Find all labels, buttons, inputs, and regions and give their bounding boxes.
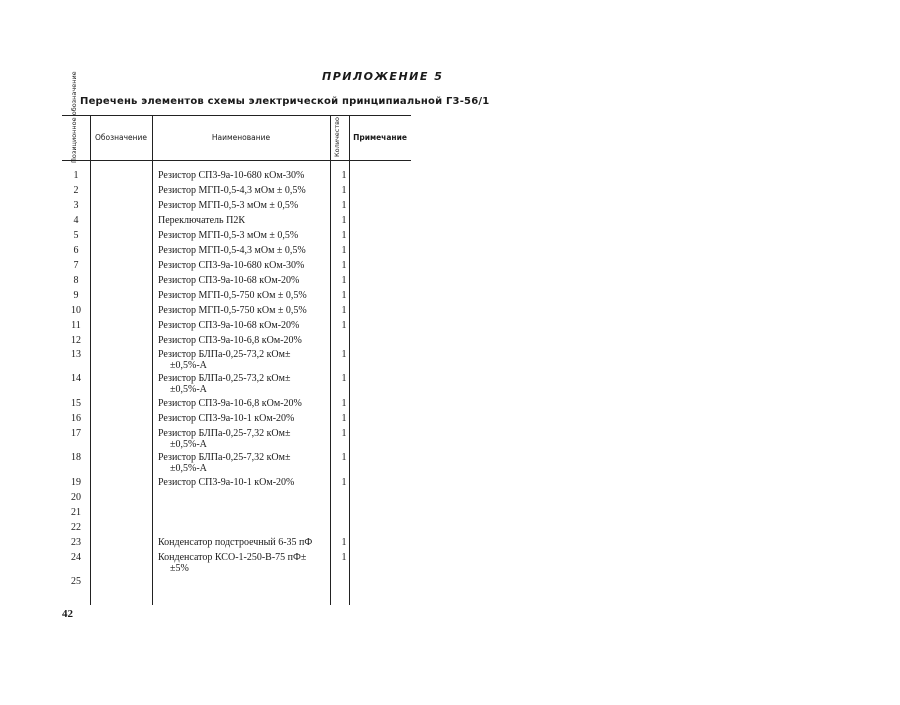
table-row bbox=[62, 576, 411, 591]
row-element-name-line2: ±0,5%-А bbox=[170, 360, 207, 371]
row-quantity: 1 bbox=[341, 477, 347, 488]
header-notes: Примечание bbox=[353, 133, 407, 142]
row-element-name bbox=[158, 305, 338, 316]
row-element-name-line1: Резистор БЛПа-0,25-73,2 кОм± bbox=[158, 373, 291, 384]
header-position: Позиционное обозначение bbox=[70, 71, 78, 163]
table-row bbox=[62, 335, 411, 350]
row-position-number: 17 bbox=[71, 428, 81, 439]
row-position-number: 8 bbox=[73, 275, 79, 286]
row-element-name-line1: Резистор МГП-0,5-3 мОм ± 0,5% bbox=[158, 200, 299, 211]
row-element-name-line1: Резистор СП3-9а-10-68 кОм-20% bbox=[158, 275, 300, 286]
row-quantity: 1 bbox=[341, 349, 347, 360]
table-row bbox=[62, 185, 411, 200]
row-element-name-line2: ±0,5%-А bbox=[170, 384, 207, 395]
table-row bbox=[62, 230, 411, 245]
table-caption: Перечень элементов схемы электрической принципиальной Г3-56/1 bbox=[80, 96, 490, 107]
row-quantity: 1 bbox=[341, 413, 347, 424]
appendix-title: ПРИЛОЖЕНИЕ 5 bbox=[322, 70, 444, 83]
row-element-name bbox=[158, 170, 338, 181]
row-position-number: 1 bbox=[73, 170, 79, 181]
table-row bbox=[62, 537, 411, 552]
table-row bbox=[62, 260, 411, 275]
row-element-name-line1: Резистор СП3-9а-10-68 кОм-20% bbox=[158, 320, 300, 331]
row-element-name-line1: Резистор БЛПа-0,25-7,32 кОм± bbox=[158, 452, 291, 463]
row-position-number: 11 bbox=[71, 320, 81, 331]
row-position-number: 13 bbox=[71, 349, 81, 360]
row-quantity: 1 bbox=[341, 245, 347, 256]
table-row bbox=[62, 452, 411, 474]
row-element-name bbox=[158, 373, 338, 395]
row-element-name-line1: Резистор МГП-0,5-750 кОм ± 0,5% bbox=[158, 305, 307, 316]
row-element-name bbox=[158, 215, 338, 226]
row-position-number: 22 bbox=[71, 522, 81, 533]
row-element-name bbox=[158, 552, 338, 574]
row-position-number: 9 bbox=[73, 290, 79, 301]
row-quantity: 1 bbox=[341, 185, 347, 196]
table-row bbox=[62, 477, 411, 492]
row-position-number: 5 bbox=[73, 230, 79, 241]
row-quantity: 1 bbox=[341, 230, 347, 241]
row-position-number: 19 bbox=[71, 477, 81, 488]
row-element-name-line1: Резистор МГП-0,5-4,3 мОм ± 0,5% bbox=[158, 245, 306, 256]
table-row bbox=[62, 170, 411, 185]
row-quantity: 1 bbox=[341, 260, 347, 271]
row-element-name bbox=[158, 275, 338, 286]
row-element-name bbox=[158, 477, 338, 488]
row-quantity: 1 bbox=[341, 305, 347, 316]
row-element-name-line1: Переключатель П2К bbox=[158, 215, 245, 226]
row-element-name bbox=[158, 398, 338, 409]
row-position-number: 14 bbox=[71, 373, 81, 384]
row-quantity: 1 bbox=[341, 552, 347, 563]
row-element-name-line1: Резистор СП3-9а-10-1 кОм-20% bbox=[158, 413, 295, 424]
row-position-number: 15 bbox=[71, 398, 81, 409]
row-quantity: 1 bbox=[341, 428, 347, 439]
row-element-name-line1: Резистор СП3-9а-10-6,8 кОм-20% bbox=[158, 398, 302, 409]
table-row bbox=[62, 413, 411, 428]
row-position-number: 12 bbox=[71, 335, 81, 346]
row-position-number: 6 bbox=[73, 245, 79, 256]
row-quantity: 1 bbox=[341, 537, 347, 548]
row-position-number: 21 bbox=[71, 507, 81, 518]
row-position-number: 20 bbox=[71, 492, 81, 503]
header-quantity: Количество bbox=[333, 117, 341, 157]
row-element-name-line1: Резистор МГП-0,5-4,3 мОм ± 0,5% bbox=[158, 185, 306, 196]
row-element-name-line1: Резистор СП3-9а-10-680 кОм-30% bbox=[158, 260, 305, 271]
row-position-number: 2 bbox=[73, 185, 79, 196]
table-row bbox=[62, 305, 411, 320]
row-element-name bbox=[158, 260, 338, 271]
row-quantity: 1 bbox=[341, 200, 347, 211]
row-element-name bbox=[158, 428, 338, 450]
row-element-name-line2: ±0,5%-А bbox=[170, 439, 207, 450]
table-row bbox=[62, 215, 411, 230]
row-element-name bbox=[158, 320, 338, 331]
row-quantity: 1 bbox=[341, 373, 347, 384]
table-row bbox=[62, 492, 411, 507]
row-element-name-line2: ±5% bbox=[170, 563, 189, 574]
table-row bbox=[62, 398, 411, 413]
row-element-name bbox=[158, 230, 338, 241]
row-element-name-line1: Резистор БЛПа-0,25-7,32 кОм± bbox=[158, 428, 291, 439]
row-position-number: 7 bbox=[73, 260, 79, 271]
row-position-number: 4 bbox=[73, 215, 79, 226]
row-quantity: 1 bbox=[341, 452, 347, 463]
row-element-name-line1: Конденсатор КСО-1-250-В-75 пФ± bbox=[158, 552, 307, 563]
row-quantity: 1 bbox=[341, 398, 347, 409]
table-row bbox=[62, 349, 411, 371]
row-quantity: 1 bbox=[341, 170, 347, 181]
row-quantity: 1 bbox=[341, 275, 347, 286]
page-number: 42 bbox=[62, 608, 73, 620]
row-position-number: 16 bbox=[71, 413, 81, 424]
row-position-number: 18 bbox=[71, 452, 81, 463]
row-element-name bbox=[158, 537, 338, 548]
table-row bbox=[62, 290, 411, 305]
row-element-name bbox=[158, 290, 338, 301]
header-name: Наименование bbox=[211, 133, 271, 142]
table-row bbox=[62, 275, 411, 290]
row-position-number: 24 bbox=[71, 552, 81, 563]
row-element-name-line1: Резистор БЛПа-0,25-73,2 кОм± bbox=[158, 349, 291, 360]
header-designation: Обозначение bbox=[94, 133, 148, 142]
row-element-name bbox=[158, 349, 338, 371]
row-element-name-line1: Резистор МГП-0,5-750 кОм ± 0,5% bbox=[158, 290, 307, 301]
table-row bbox=[62, 507, 411, 522]
table-row bbox=[62, 552, 411, 574]
table-row bbox=[62, 522, 411, 537]
row-position-number: 3 bbox=[73, 200, 79, 211]
table-row bbox=[62, 245, 411, 260]
row-quantity: 1 bbox=[341, 290, 347, 301]
row-element-name-line1: Резистор СП3-9а-10-1 кОм-20% bbox=[158, 477, 295, 488]
row-position-number: 23 bbox=[71, 537, 81, 548]
row-element-name bbox=[158, 245, 338, 256]
row-position-number: 25 bbox=[71, 576, 81, 587]
row-element-name bbox=[158, 185, 338, 196]
row-element-name bbox=[158, 335, 338, 346]
table-row bbox=[62, 320, 411, 335]
row-position-number: 10 bbox=[71, 305, 81, 316]
row-element-name-line1: Резистор МГП-0,5-3 мОм ± 0,5% bbox=[158, 230, 299, 241]
row-element-name bbox=[158, 413, 338, 424]
row-quantity: 1 bbox=[341, 320, 347, 331]
row-element-name-line1: Резистор СП3-9а-10-6,8 кОм-20% bbox=[158, 335, 302, 346]
table-row bbox=[62, 428, 411, 450]
table-row bbox=[62, 373, 411, 395]
table-row bbox=[62, 200, 411, 215]
table-top-border bbox=[62, 115, 411, 116]
header-bottom-border bbox=[62, 160, 411, 161]
row-element-name-line1: Конденсатор подстроечный 6-35 пФ bbox=[158, 537, 313, 548]
row-element-name bbox=[158, 200, 338, 211]
row-element-name-line2: ±0,5%-А bbox=[170, 463, 207, 474]
row-element-name-line1: Резистор СП3-9а-10-680 кОм-30% bbox=[158, 170, 305, 181]
row-element-name bbox=[158, 452, 338, 474]
row-quantity: 1 bbox=[341, 215, 347, 226]
